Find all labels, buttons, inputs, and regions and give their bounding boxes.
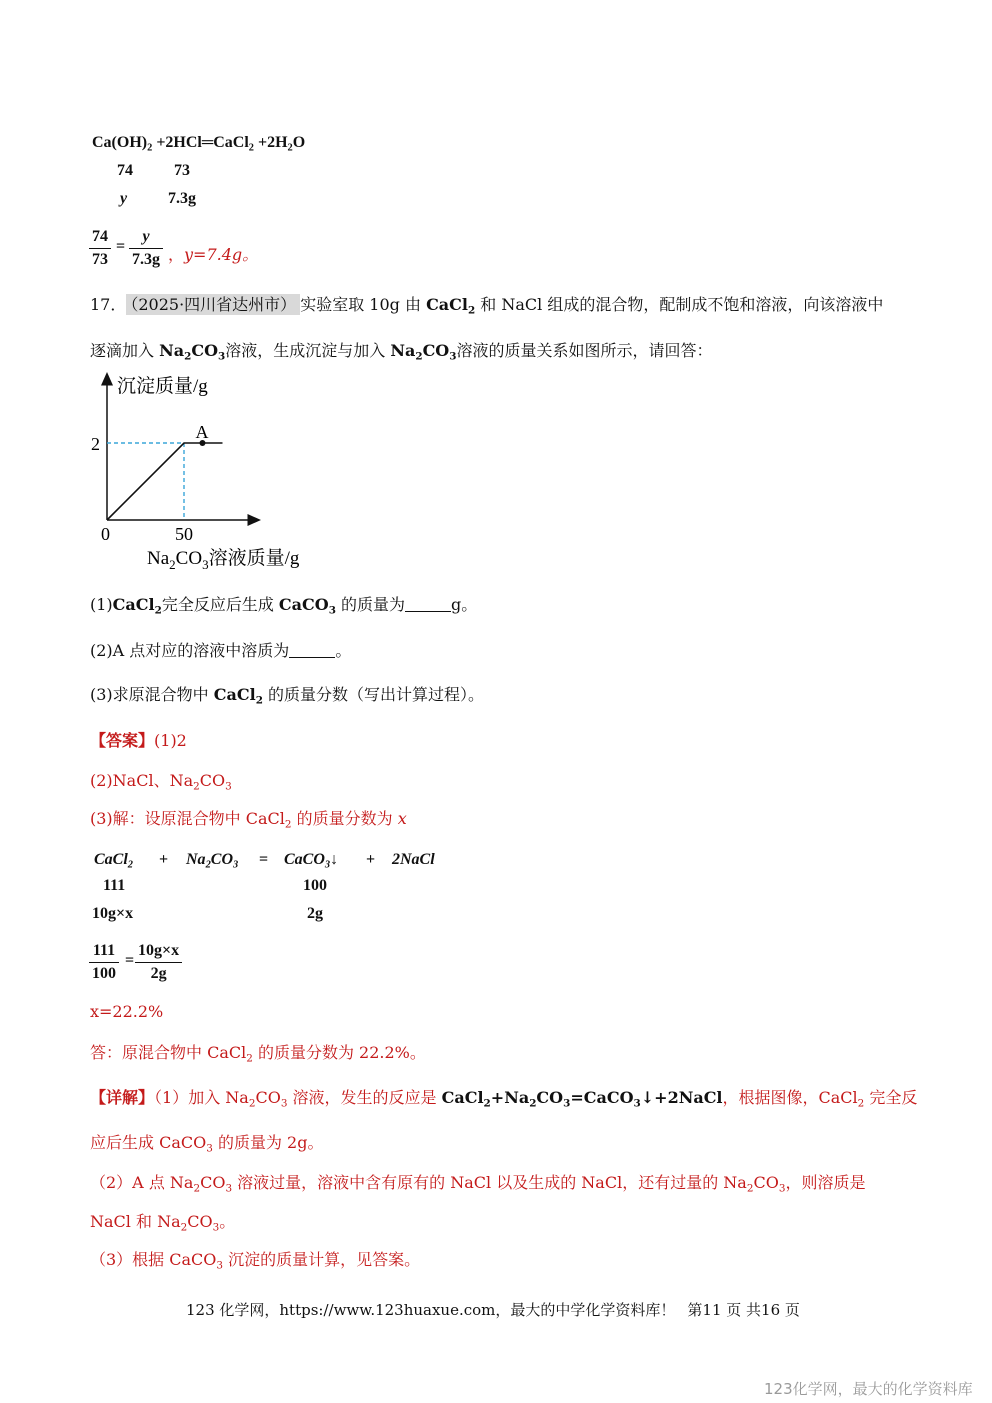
answer-conclusion: 答：原混合物中 CaCl$_2$ 的质量分数为 22.2%。 [90,1043,426,1065]
sub-question-3: (3)求原混合物中 CaCl$_2$ 的质量分数（写出计算过程）。 [90,685,485,707]
equals-reaction: = [259,851,269,868]
result-y: ，y=7.4g。 [168,245,259,264]
plus-1: + [159,851,169,868]
ratio-73: 73 [174,162,190,179]
reaction-nacl: 2NaCl [392,851,435,868]
detail-3: （3）根据 CaCO$_3$ 沉淀的质量计算，见答案。 [90,1250,421,1272]
fraction-74-73: $\frac{74}{73}$ [89,226,111,271]
sub-question-1: (1)CaCl$_2$完全反应后生成 CaCO$_3$ 的质量为 g。 [90,595,478,617]
sub-question-2: (2)A 点对应的溶液中溶质为 。 [90,641,352,660]
answer-label: 【答案】 [90,731,155,750]
point-a-label: A [195,422,209,442]
y-axis-label: 沉淀质量/g [117,376,208,397]
detail-2-line1: （2）A 点 $Na_2CO_3$ 溶液过量，溶液中含有原有的 NaCl 以及生成的 NaCl，还有过量的 $Na_2CO_3$，则溶质是 [90,1173,866,1195]
reaction-caco3: CaCO$_3$↓ [284,851,339,871]
x-tick-50: 50 [175,524,193,544]
series-line [107,443,223,520]
page-footer [186,1299,800,1320]
x-result: x=22.2% [90,1002,164,1021]
watermark: 123化学网，最大的化学资料库 [764,1380,973,1398]
equation-ca-oh-hcl: $Ca(OH)_2$ +2HCl═CaCl$_2$ $+2H_2O$ [92,134,306,154]
equals-sign: = [116,238,126,255]
y-tick-2: 2 [91,434,100,454]
detail-2-line2: NaCl 和 $Na_2CO_3$。 [90,1212,236,1234]
detail-1-line2: 应后生成 CaCO$_3$ 的质量为 2g。 [90,1133,324,1155]
plus-2: + [366,851,376,868]
answer-blank-1 [405,597,451,612]
ratio-74: 74 [117,162,133,179]
question-17-line2: 逐滴加入 $Na_2CO_3$溶液，生成沉淀与加入 $Na_2CO_3$溶液的质量关系如图所示，请回答： [90,341,713,363]
given-7-3g: 7.3g [168,190,196,207]
x-axis-label: $Na_2CO_3$溶液质量/g [147,548,300,572]
unknown-y: y [120,190,128,207]
question-17-line1: 17． （2025·四川省达州市） 实验室取 10g 由 CaCl$_2$ 和 NaCl 组成的混合物，配制成不饱和溶液，向该溶液中 [90,295,884,317]
answer-1: 【答案】(1)2 [90,731,187,750]
detail-label: 【详解】 [90,1088,155,1107]
answer-3: (3)解：设原混合物中 CaCl$_2$ 的质量分数为 x [90,809,407,831]
mass-2g: 2g [307,905,323,922]
molar-100: 100 [303,877,327,894]
mass-10gx: 10g×x [92,905,134,922]
fraction-111-100: $\frac{111}{100}$ [89,940,119,985]
molar-111: 111 [103,877,126,894]
answer-blank-2 [289,643,335,658]
source-tag: （2025·四川省达州市） [126,294,300,315]
reaction-na2co3: $Na_2CO_3$ [186,851,239,871]
equals-fraction: = [125,952,135,969]
page-number: 第11 页 共16 页 [687,1301,800,1319]
footer-site-text: 123 化学网，https://www.123huaxue.com，最大的中学化学资料库！ [186,1301,676,1319]
origin-label: 0 [101,524,110,544]
down-arrow-icon: ↓ [330,851,339,868]
reaction-cacl2: CaCl$_2$ [94,851,133,871]
fraction-y-7-3g: $\frac{y}{7.3g}$ [129,226,163,271]
fraction-10gx-2g: $\frac{10g\times x}{2g}$ [135,940,182,985]
detail-1-line1: 【详解】（1）加入 $Na_2CO_3$ 溶液，发生的反应是 $CaCl_2+Na_2CO_3=CaCO_3↓+2NaCl$，根据图像，CaCl$_2$ 完全反 [90,1088,918,1110]
precipitate-chart [85,368,305,578]
answer-2: (2)NaCl、$Na_2CO_3$ [90,771,232,793]
